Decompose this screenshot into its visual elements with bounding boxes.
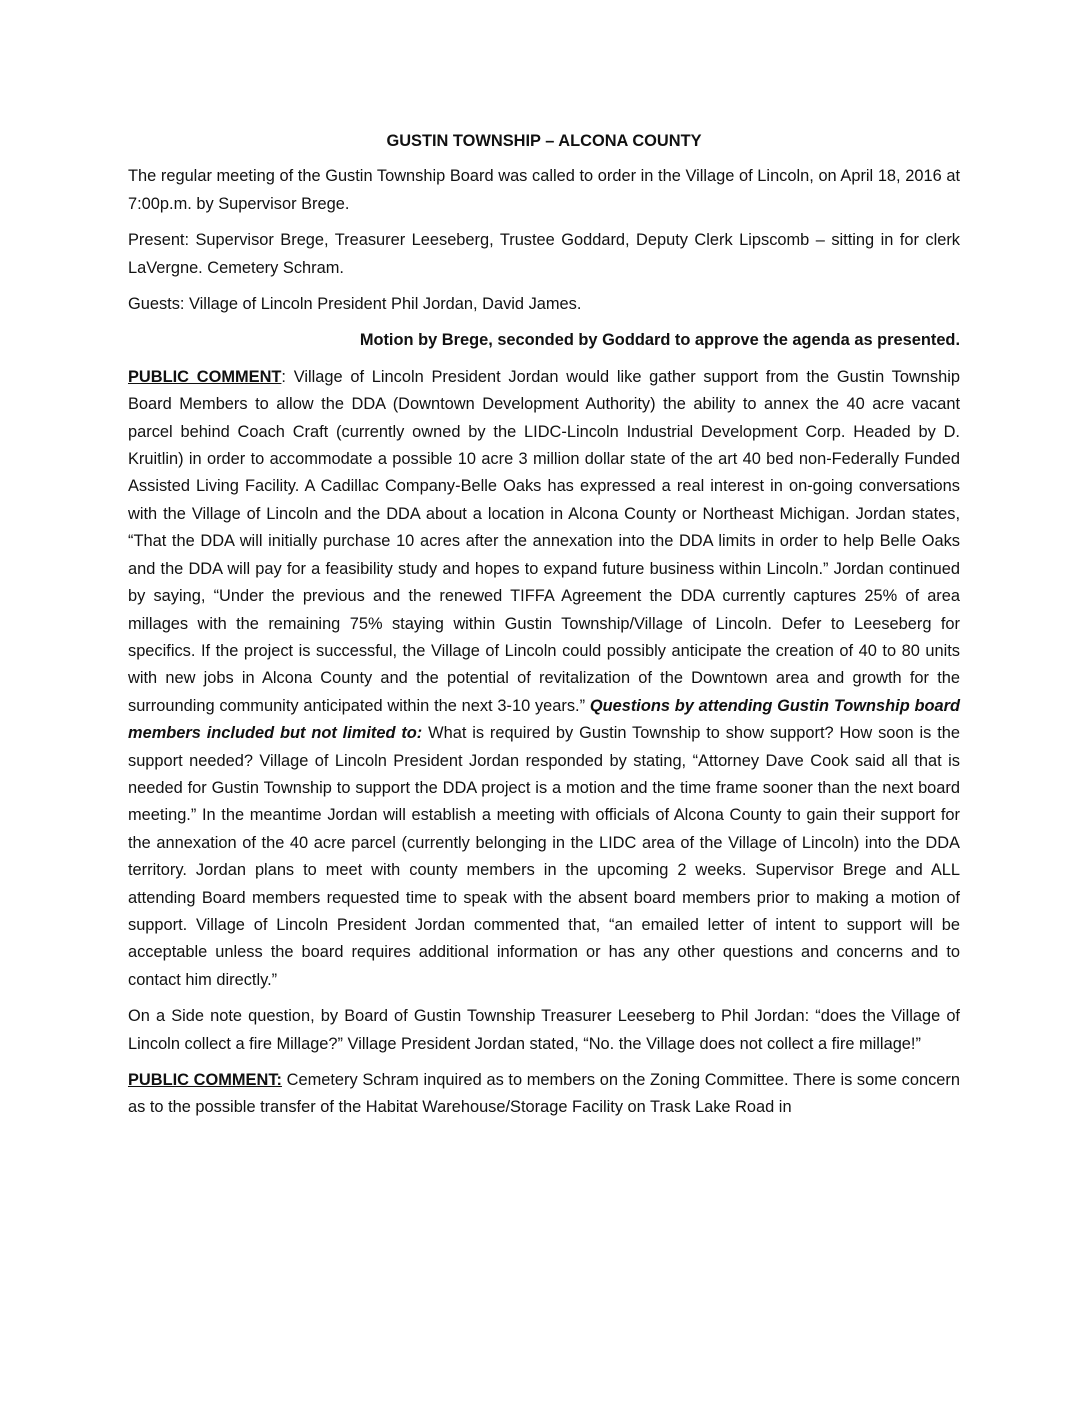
agenda-motion: Motion by Brege, seconded by Goddard to approve the agenda as presented.: [359, 331, 960, 350]
public-comment-label-2: PUBLIC COMMENT:: [128, 1071, 282, 1089]
public-comment-2-text: Cemetery Schram inquired as to members on the Zoning Committee. There is some concern as to the possible transfer of the Habitat Warehouse/Storage Facility on Trask Lake Road in: [128, 1071, 960, 1117]
public-comment-paragraph-2: [128, 1067, 960, 1122]
public-comment-text-b: What is required by Gustin Township to show support? How soon is the support needed? Village of Lincoln President Jordan responded by stating, “Attorney Dave Cook said all that is needed for Gustin Township to support the DDA project is a motion and the time frame sooner than the next board meeting.” In the meantime Jordan will establish a meeting with officials of Alcona County to gain their support for the annexation of the 40 acre parcel (currently belonging in the LIDC area of the Village of Lincoln) into the DDA territory. Jordan plans to meet with county members in the upcoming 2 weeks. Supervisor Brege and ALL attending Board members requested time to speak with the absent board members prior to making a motion of support. Village of Lincoln President Jordan commented that, “an emailed letter of intent to support will be acceptable unless the board requires additional information or has any other questions and concerns and to contact him directly.”: [128, 724, 960, 989]
guests-paragraph: Guests: Village of Lincoln President Phil Jordan, David James.: [128, 295, 582, 314]
public-comment-label: PUBLIC COMMENT: [128, 367, 282, 386]
document-body: [128, 128, 960, 1131]
present-paragraph: Present: Supervisor Brege, Treasurer Leeseberg, Trustee Goddard, Deputy Clerk Lipscomb – sitting in for clerk LaVergne. Cemetery Schram.: [128, 231, 960, 277]
public-comment-paragraph-1: [128, 364, 960, 994]
side-note-paragraph: On a Side note question, by Board of Gustin Township Treasurer Leeseberg to Phil Jordan: “does the Village of Lincoln collect a fire Millage?” Village President Jordan stated, “No. the Village does not collect a fire millage!”: [128, 1007, 960, 1053]
public-comment-text-a: : Village of Lincoln President Jordan would like gather support from the Gustin Township Board Members to allow the DDA (Downtown Development Authority) the ability to annex the 40 acre vacant parcel behind Coach Craft (currently owned by the LIDC-Lincoln Industrial Development Corp. Headed by D. Kruitlin) in order to accommodate a possible 10 acre 3 million dollar state of the art 40 bed non-Federally Funded Assisted Living Facility. A Cadillac Company-Belle Oaks has expressed a real interest in on-going conversations with the Village of Lincoln and the DDA about a location in Alcona County or Northeast Michigan. Jordan states, “That the DDA will initially purchase 10 acres after the annexation into the DDA limits in order to help Belle Oaks and the DDA will pay for a feasibility study and hopes to expand future business within Lincoln.” Jordan continued by saying, “Under the previous and the renewed TIFFA Agreement the DDA currently captures 25% of area millages with the remaining 75% staying within Gustin Township/Village of Lincoln. Defer to Leeseberg for specifics. If the project is successful, the Village of Lincoln could possibly anticipate the creation of 40 to 80 units with new jobs in Alcona County and the potential of revitalization of the Downtown area and growth for the surrounding community anticipated within the next 3-10 years.”: [128, 367, 960, 715]
document-title: GUSTIN TOWNSHIP – ALCONA COUNTY: [386, 132, 702, 150]
questions-emphasis: Questions by attending Gustin Township board members included but not limited to:: [128, 696, 961, 743]
call-to-order-paragraph: The regular meeting of the Gustin Township Board was called to order in the Village of Lincoln, on April 18, 2016 at 7:00p.m. by Supervisor Brege.: [128, 167, 960, 213]
